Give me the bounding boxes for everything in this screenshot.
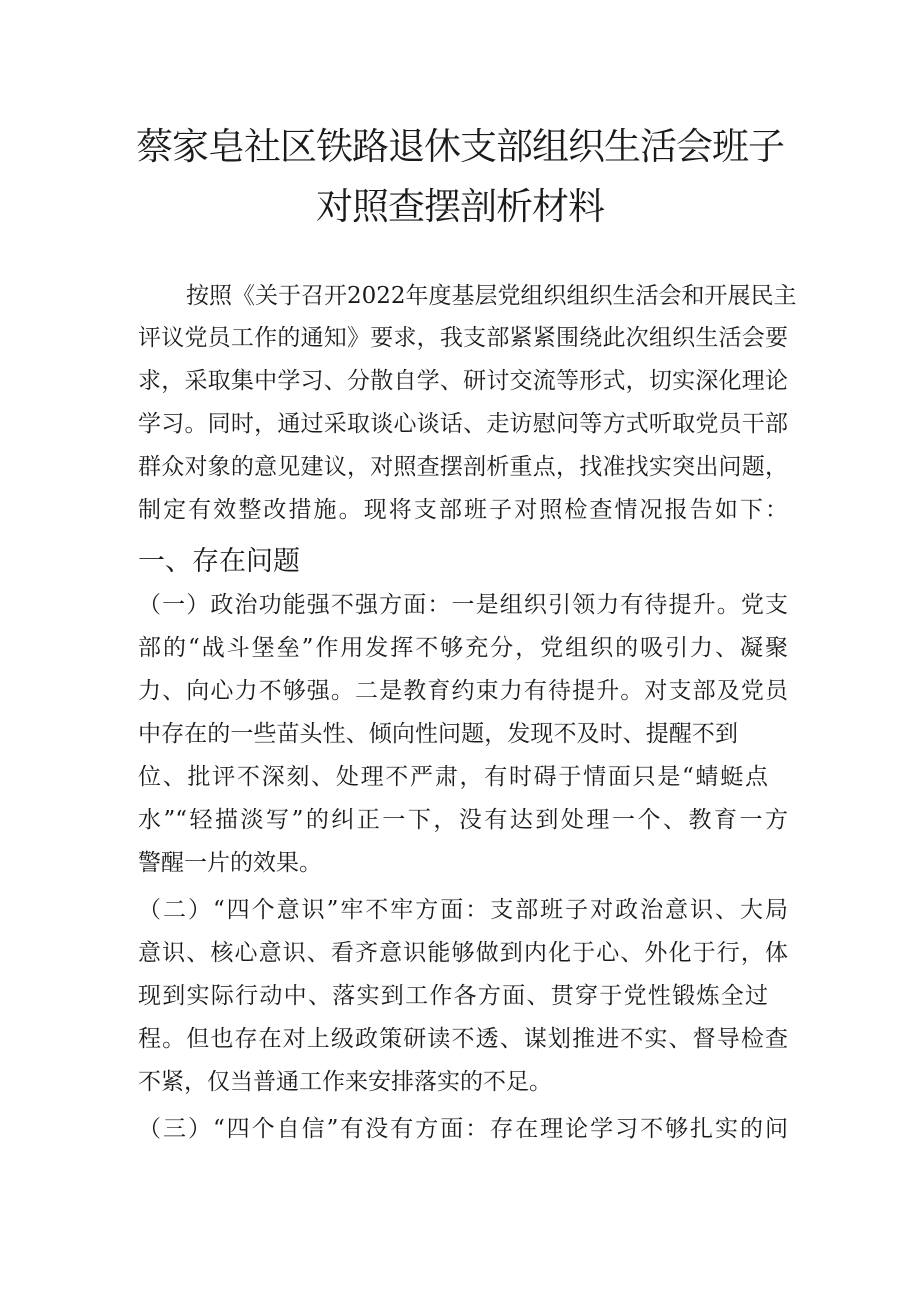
intro-paragraph-line: 按照《关于召开2022年度基层党组织组织生活会和开展民主 <box>186 283 797 309</box>
intro-paragraph-line: 学习。同时，通过采取谈心谈话、走访慰问等方式听取党员干部 <box>138 411 788 437</box>
item-1-line: 部的“战斗堡垒”作用发挥不够充分，党组织的吸引力、凝聚 <box>138 635 788 661</box>
item-1-line: 中存在的一些苗头性、倾向性问题，发现不及时、提醒不到 <box>138 721 738 747</box>
item-1-line: （一）政治功能强不强方面：一是组织引领力有待提升。党支 <box>138 592 788 618</box>
item-2-line: 不紧，仅当普通工作来安排落实的不足。 <box>138 1069 552 1095</box>
document-title-line-2: 对照查摆剖析材料 <box>316 185 604 228</box>
item-1-line: 警醒一片的效果。 <box>138 850 322 876</box>
item-2-line: 现到实际行动中、落实到工作各方面、贯穿于党性锻炼全过 <box>138 983 768 1009</box>
item-1-line: 力、向心力不够强。二是教育约束力有待提升。对支部及党员 <box>138 678 788 704</box>
item-3-line: （三）“四个自信”有没有方面：存在理论学习不够扎实的问 <box>138 1116 788 1142</box>
item-2-line: 意识、核心意识、看齐意识能够做到内化于心、外化于行，体 <box>138 940 788 966</box>
intro-paragraph-line: 制定有效整改措施。现将支部班子对照检查情况报告如下： <box>138 497 788 523</box>
item-1-line: 位、批评不深刻、处理不严肃，有时碍于情面只是“蜻蜓点 <box>138 764 768 790</box>
item-2-line: （二）“四个意识”牢不牢方面：支部班子对政治意识、大局 <box>138 897 788 923</box>
item-2-line: 程。但也存在对上级政策研读不透、谋划推进不实、督导检查 <box>138 1026 788 1052</box>
intro-paragraph-line: 求，采取集中学习、分散自学、研讨交流等形式，切实深化理论 <box>138 368 788 394</box>
item-1-line: 水”“轻描淡写”的纠正一下，没有达到处理一个、教育一方 <box>138 807 788 833</box>
section-heading: 一、存在问题 <box>138 546 300 577</box>
intro-paragraph-line: 群众对象的意见建议，对照查摆剖析重点，找准找实突出问题， <box>138 454 788 480</box>
intro-paragraph-line: 评议党员工作的通知》要求，我支部紧紧围绕此次组织生活会要 <box>138 325 788 351</box>
document-title-line-1: 蔡家皂社区铁路退休支部组织生活会班子 <box>136 125 784 168</box>
